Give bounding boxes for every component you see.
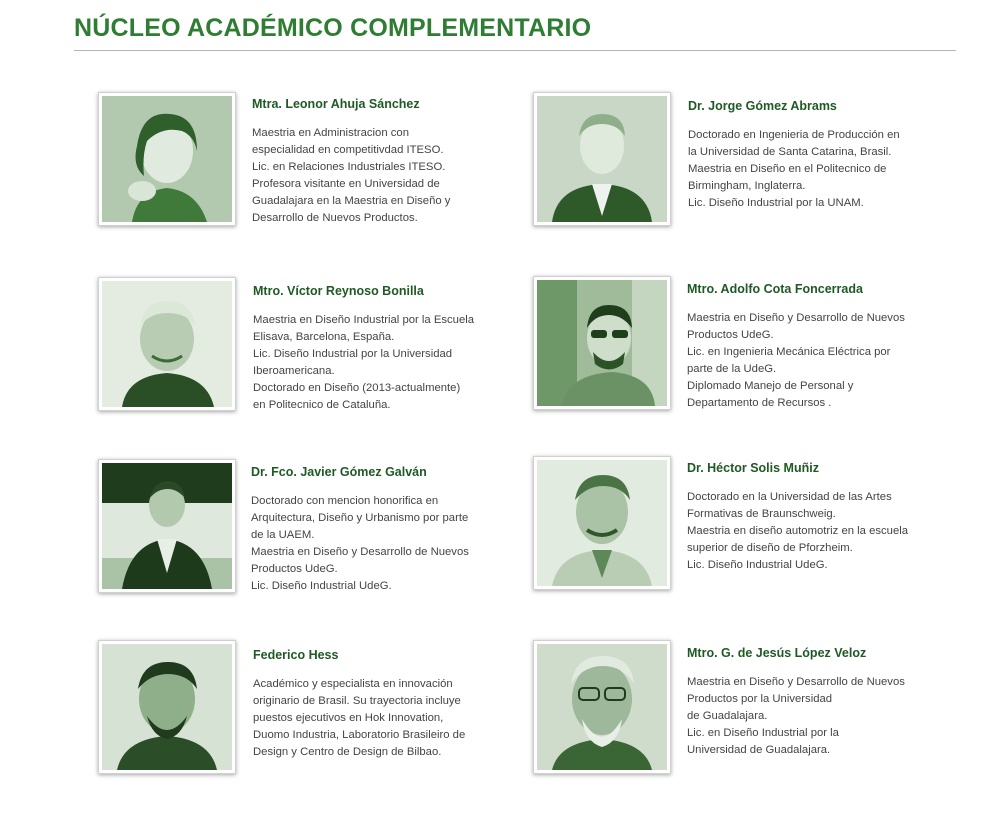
faculty-name: Dr. Jorge Gómez Abrams	[688, 99, 837, 113]
faculty-bio: Doctorado en Ingenieria de Producción en la Universidad de Santa Catarina, Brasil. Maestria en Diseño en el Politecnico de Birmingham, Inglaterra. Lic. Diseño Industrial por la UNAM.	[688, 129, 900, 209]
faculty-bio: Maestria en Diseño y Desarrollo de Nuevos Productos por la Universidad de Guadalajara. Lic. en Diseño Industrial por la Universidad de Guadalajara.	[687, 676, 905, 756]
faculty-info	[253, 648, 465, 761]
portrait-icon	[102, 96, 232, 222]
faculty-bio: Académico y especialista en innovación originario de Brasil. Su trayectoria incluye puestos ejecutivos en Hok Innovation, Duomo Industria, Laboratorio Brasileiro de Design y Centro de Design de Bilbao.	[253, 678, 466, 758]
faculty-photo	[98, 277, 236, 411]
portrait-icon	[537, 644, 667, 770]
faculty-photo	[533, 92, 671, 226]
portrait-icon	[537, 460, 667, 586]
faculty-info	[251, 465, 469, 595]
faculty-bio: Doctorado en la Universidad de las Artes Formativas de Braunschweig. Maestria en diseño automotriz en la escuela superior de diseño de Pforzheim. Lic. Diseño Industrial UdeG.	[687, 491, 909, 571]
faculty-name: Mtra. Leonor Ahuja Sánchez	[252, 97, 420, 111]
faculty-photo	[533, 276, 671, 410]
portrait-icon	[102, 644, 232, 770]
faculty-info	[687, 282, 905, 412]
faculty-name: Mtro. Adolfo Cota Foncerrada	[687, 282, 863, 296]
faculty-photo	[98, 459, 236, 593]
faculty-bio: Doctorado con mencion honorifica en Arquitectura, Diseño y Urbanismo por parte de la UAEM. Maestria en Diseño y Desarrollo de Nuevos Productos UdeG. Lic. Diseño Industrial UdeG.	[251, 495, 469, 592]
page-title: NÚCLEO ACADÉMICO COMPLEMENTARIO	[74, 14, 592, 42]
portrait-icon	[102, 281, 232, 407]
faculty-name: Dr. Héctor Solis Muñiz	[687, 461, 819, 475]
faculty-info	[688, 99, 900, 212]
faculty-name: Dr. Fco. Javier Gómez Galván	[251, 465, 427, 479]
portrait-icon	[537, 96, 667, 222]
faculty-name: Mtro. Víctor Reynoso Bonilla	[253, 284, 424, 298]
faculty-info	[252, 97, 450, 227]
faculty-bio: Maestria en Diseño y Desarrollo de Nuevos Productos UdeG. Lic. en Ingenieria Mecánica Eléctrica por parte de la UdeG. Diplomado Manejo de Personal y Departamento de Recursos .	[687, 312, 905, 409]
faculty-info	[687, 461, 908, 574]
portrait-icon	[102, 463, 232, 589]
faculty-name: Mtro. G. de Jesús López Veloz	[687, 646, 867, 660]
faculty-info	[687, 646, 905, 759]
portrait-icon	[537, 280, 667, 406]
faculty-bio: Maestria en Diseño Industrial por la Escuela Elisava, Barcelona, España. Lic. Diseño Industrial por la Universidad Iberoamericana. Doctorado en Diseño (2013-actualmente) en Politecnico de Cataluña.	[253, 314, 475, 411]
faculty-name: Federico Hess	[253, 648, 339, 662]
faculty-photo	[98, 640, 236, 774]
faculty-info	[253, 284, 474, 414]
faculty-photo	[533, 640, 671, 774]
faculty-photo	[98, 92, 236, 226]
faculty-bio: Maestria en Administracion con especialidad en competitivdad ITESO. Lic. en Relaciones Industriales ITESO. Profesora visitante en Universidad de Guadalajara en la Maestria en Diseño y Desarrollo de Nuevos Productos.	[252, 127, 451, 224]
title-divider	[74, 50, 956, 51]
faculty-photo	[533, 456, 671, 590]
